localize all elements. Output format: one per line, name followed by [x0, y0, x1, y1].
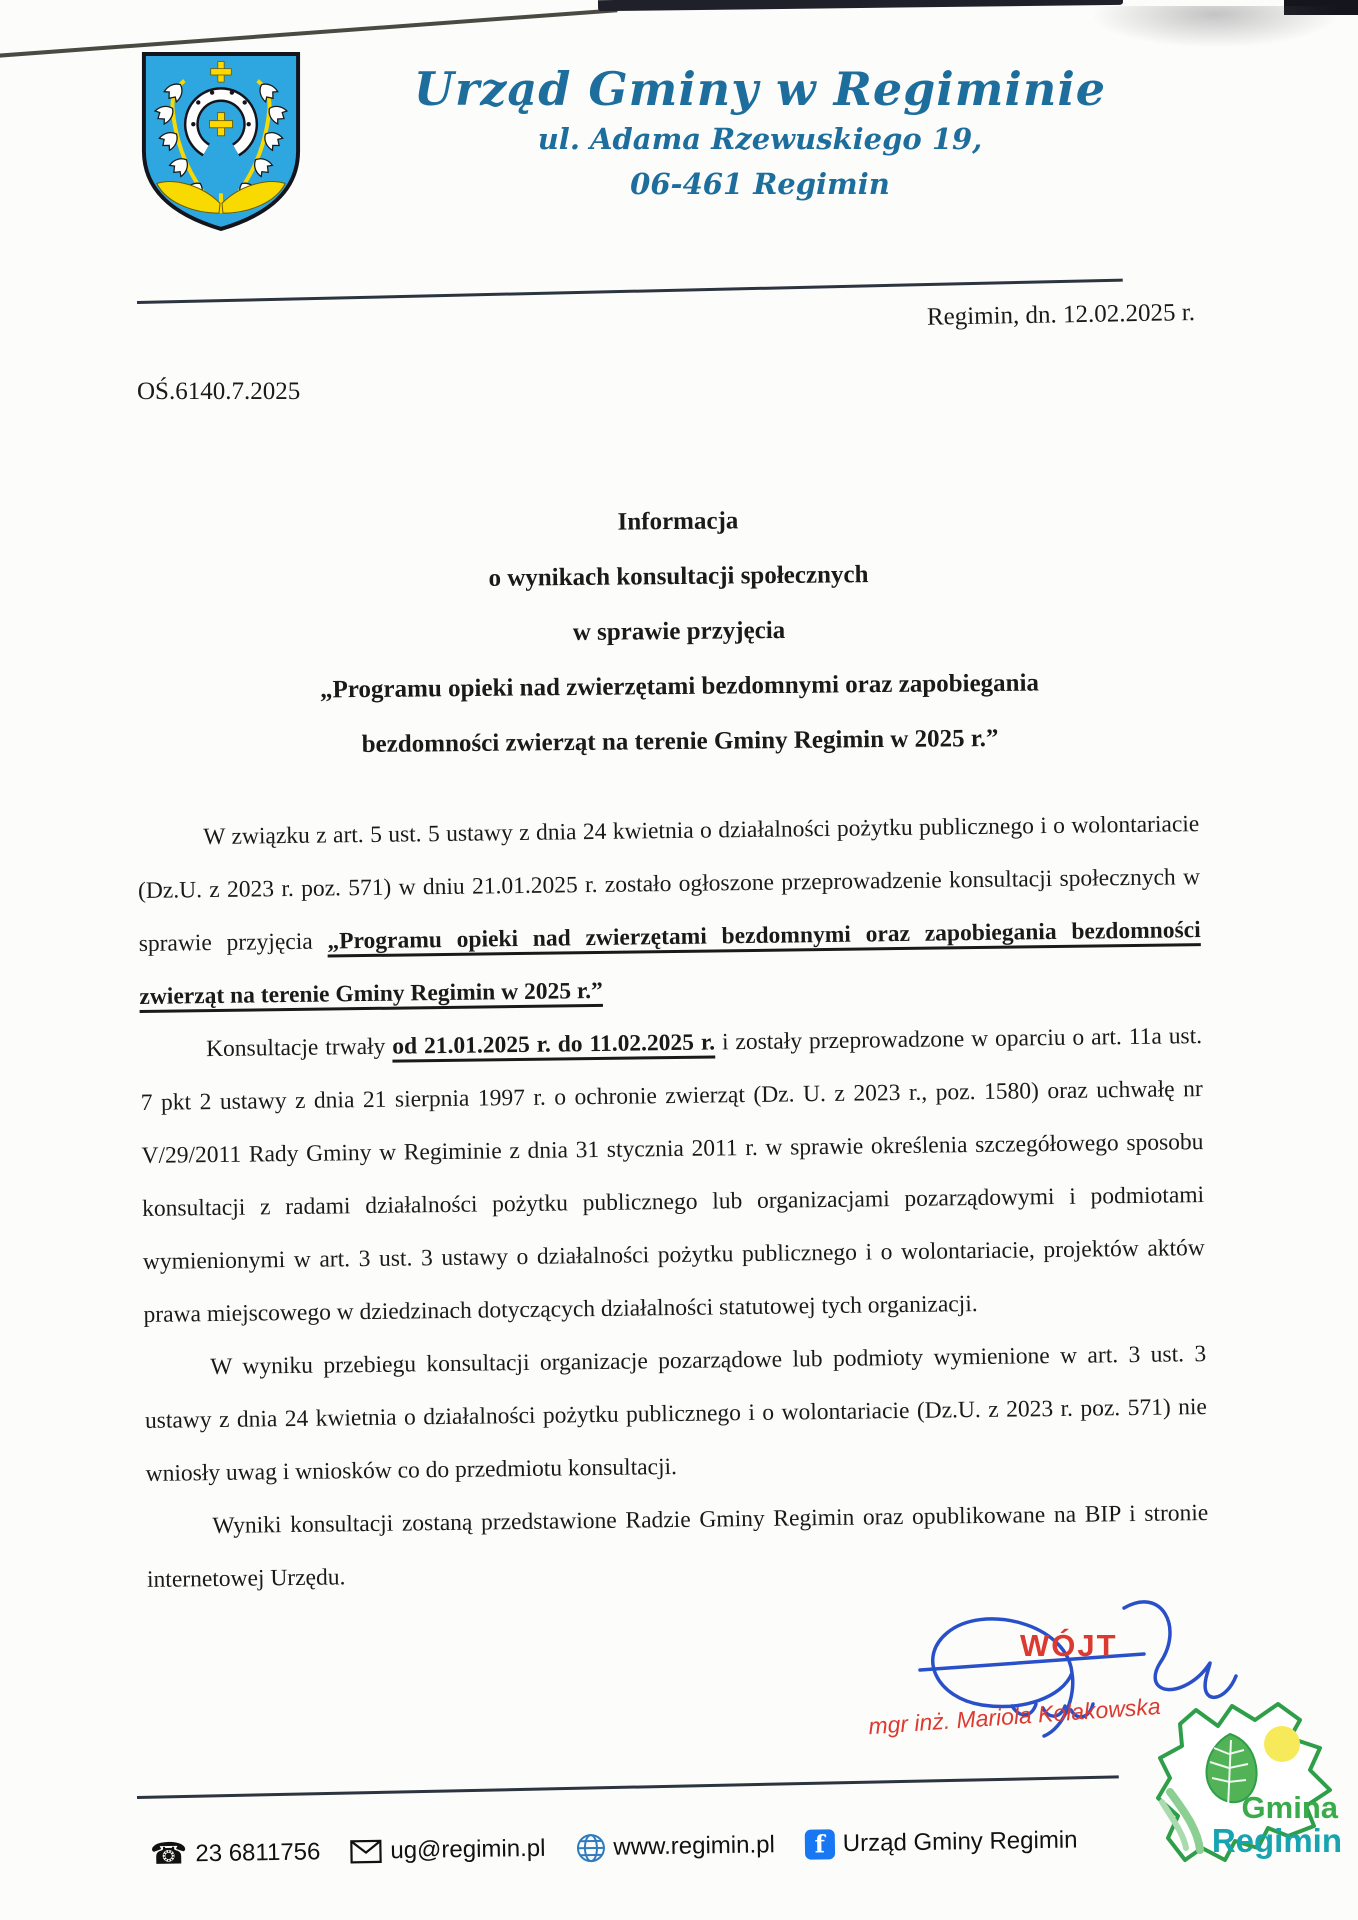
scan-artifact-line [0, 8, 617, 58]
paragraph-2-suffix: i zostały przeprowadzone w oparciu o art. 11a ust. 7 pkt 2 ustawy z dnia 21 sierpnia 1997 r. o ochronie zwierząt (Dz. U. z 2023 r., poz. 1580) oraz uchwałę nr V/29/2011 Rady Gminy w Regiminie z dnia 31 stycznia 2011 r. w sprawie określenia szczegółowego sposobu konsultacji z radami działalności pożytku publicznego lub organizacjami pozarządowymi i podmiotami wymienionymi w art. 3 ust. 3 ustawy o działalności pożytku publicznego i o wolontariacie, projektów aktów prawa miejscowego w dziedzinach dotyczących działalności statutowej tych organizacji. [140, 1023, 1205, 1328]
phone-number: 23 6811756 [195, 1838, 321, 1868]
footer-website [575, 1830, 775, 1863]
place-and-date: Regimin, dn. 12.02.2025 r. [926, 299, 1196, 331]
title-line-5: bezdomności zwierząt na terenie Gminy Regimin w 2025 r.” [361, 724, 999, 759]
office-name: Urząd Gminy w Regiminie [413, 62, 1107, 116]
facebook-icon: f [805, 1829, 835, 1859]
footer-phone [150, 1837, 321, 1870]
scan-artifact-smudge [1090, 6, 1340, 48]
office-address-line1: ul. Adama Rzewuskiego 19, [537, 122, 983, 157]
phone-icon: ☎ [149, 1837, 188, 1871]
envelope-icon [350, 1839, 382, 1863]
facebook-page-name: Urząd Gminy Regimin [842, 1826, 1078, 1858]
footer-contacts [150, 1825, 1078, 1870]
title-line-2: o wynikach konsultacji społecznych [488, 561, 869, 592]
paragraph-3: W wyniku przebiegu konsultacji organizacje pozarządowe lub podmioty wymienione w art. 3 ust. 3 ustawy z dnia 24 kwietnia o działalności pożytku publicznego i o wolontariacie (Dz.U. z 2023 r. poz. 571) nie wniosły uwag i wniosków co do przedmiotu konsultacji. [144, 1341, 1208, 1487]
paragraph-1-text: W związku z art. 5 ust. 5 ustawy z dnia 24 kwietnia o działalności pożytku publicznego i o wolontariacie (Dz.U. z 2023 r. poz. 571) w dniu 21.01.2025 r. zostało ogłoszone przeprowadzenie konsultacji społecznych w sprawie przyjęcia [137, 811, 1201, 957]
title-line-1: Informacja [617, 507, 739, 536]
stamp-title: WÓJT [1020, 1628, 1118, 1663]
header-divider [137, 279, 1123, 304]
title-line-3: w sprawie przyjęcia [572, 616, 786, 647]
logo-text-line2: Regimin [1211, 1822, 1342, 1859]
office-address-line2: 06-461 Regimin [630, 167, 890, 202]
document-title [148, 489, 1211, 774]
website-url: www.regimin.pl [613, 1831, 776, 1861]
stamp-signer-name: mgr inż. Mariola Kołakowska [867, 1692, 1162, 1740]
email-address: ug@regimin.pl [390, 1834, 546, 1865]
letterhead [400, 62, 1120, 207]
title-line-4: „Programu opieki nad zwierzętami bezdomnymi oraz zapobiegania [319, 669, 1040, 704]
globe-icon [575, 1833, 605, 1863]
footer-email [350, 1835, 546, 1866]
paragraph-1-emphasis: „Programu opieki nad zwierzętami bezdomnymi oraz zapobiegania bezdomności zwierząt na terenie Gminy Regimin w 2025 r.” [139, 917, 1201, 1010]
letter-body [137, 798, 1209, 1607]
paragraph-4: Wyniki konsultacji zostaną przedstawione Radzie Gminy Regimin oraz opublikowane na BIP i stronie internetowej Urzędu. [146, 1500, 1209, 1593]
coat-of-arms-icon [137, 47, 305, 235]
reference-number: OŚ.6140.7.2025 [137, 378, 301, 405]
footer-facebook [805, 1825, 1078, 1859]
logo-text-line1: Gmina [1241, 1790, 1338, 1825]
paragraph-1 [137, 798, 1202, 1024]
paragraph-2-prefix: Konsultacje trwały [205, 1033, 393, 1063]
paragraph-2 [140, 1010, 1206, 1342]
footer-divider [137, 1775, 1119, 1799]
gmina-regimin-logo [1138, 1696, 1352, 1900]
scan-artifact-band [598, 0, 1123, 11]
paragraph-2-emphasis: od 21.01.2025 r. do 11.02.2025 r. [392, 1029, 716, 1060]
